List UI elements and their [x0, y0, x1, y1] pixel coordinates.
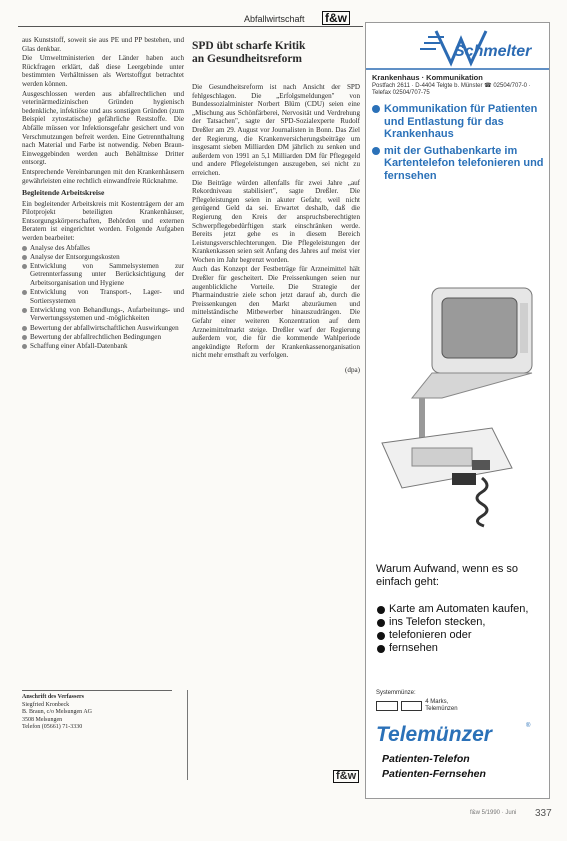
article-title: SPD übt scharfe Kritik an Gesundheitsreform — [192, 40, 306, 65]
bullet-icon — [22, 246, 27, 251]
page-number: 337 — [535, 808, 552, 819]
paragraph: Die Beiträge würden allenfalls für zwei Jahre „auf Rekordniveau stabilisiert", sagte Dreßler. Die Pflegeleistungen seien in akuter Gefahr, weil nicht genügend Geld da sei. Erwartet deshalb, daß die Regierung den Kreis der anspruchsberechtigten Schwerpflegebedürftigen stark einschränken werde. Bereits jetzt gehe es in diesem Bereich Leistungsverschlechterungen. Die Pflegeleistungen der Krankenkassen seien seit Anfang des Jahres auf meist vier Wochen im Jahr begrenzt worden. — [192, 178, 360, 264]
product-line: Patienten-Telefon — [382, 753, 470, 765]
article-source: (dpa) — [345, 366, 360, 374]
list-item: Bewertung der abfallrechtlichen Bedingungen — [22, 333, 184, 342]
divider — [22, 690, 172, 691]
author-address: Anschrift des Verfassers Siegfried Kronbeck B. Braun, c/o Melsungen AG 3508 Melsungen Telefon (05661) 71-3330 — [22, 694, 92, 730]
article-body — [192, 83, 360, 375]
bullet-icon — [377, 606, 385, 614]
ad-question: Warum Aufwand, wenn es so einfach geht: — [376, 563, 519, 588]
benefit-item: Kommunikation für Patienten und Entlastung für das Krankenhaus — [370, 103, 546, 141]
system-coin-info: Systemmünze: 4 Marks, Telemünzen — [376, 690, 458, 712]
coin-icon — [401, 701, 423, 711]
bullet-icon — [22, 326, 27, 331]
advertisement — [365, 22, 550, 799]
product-line: Patienten-Fernsehen — [382, 768, 486, 780]
paragraph: Auch das Konzept der Festbeträge für Arzneimittel hält Dreßler für gescheitert. Die Preissenkungen seien nur augenblickliche Vorteile. Die Strategie der Pharmaindustrie ziele schon jetzt darauf ab, durch die Preissenkungen den Markt abzuräumen und mittelständische Mitbewerber hinauszudrängen. Die Gefahr einer weiteren Konzentration auf dem Arzneimittelmarkt steige. Dreßler warf der Regierung außerdem vor, die für die kommende Wahlperiode angekündigte Reform der Krankenkassenorganisation nicht mehr ernsthaft zu verfolgen. — [192, 265, 360, 360]
paragraph: Ausgeschlossen werden aus abfallrechtlichen und veterinärmedizinischen Gründen hygienisch bedenkliche, infektiöse und aus sonstigen Gründen (zum Beispiel zytostatische) gefährliche Reststoffe. Die Abfälle müssen vor Infektionsgefahr gesichert und von Verschmutzungen befreit werden. Eine Getrennthaltung nach Material und Farbe ist notwendig. Neben Braun-Einweggebinden werden auch Behältnisse Dritter entsorgt. — [22, 89, 184, 167]
bullet-icon — [22, 344, 27, 349]
bullet-icon — [22, 335, 27, 340]
tv-telephone-icon — [372, 278, 544, 528]
bullet-icon — [377, 645, 385, 653]
subheading: Begleitende Arbeitskreise — [22, 188, 105, 198]
paragraph: Die Gesundheitsreform ist nach Ansicht der SPD fehlgeschlagen. Die „Erfolgsmeldungen" von Bundessozialminister Norbert Blüm (CDU) seien eine „Mischung aus Schönfärberei, Nervosität und Verdrehung der Tatsachen", sagte der SPD-Sozialexperte Rudolf Dreßler am 29. August vor Journalisten in Bonn. Das Ziel der Regierung, die Krankenversicherungsbeiträge um insgesamt sieben Milliarden DM jährlich zu senken und außerdem von 1991 an 5,1 Milliarden DM für Pflegegeld und andere Pflegeleistungen auszugeben, sei nicht zu erreichen. — [192, 83, 360, 177]
list-item: Bewertung der abfallwirtschaftlichen Auswirkungen — [22, 324, 184, 333]
header-rule — [18, 26, 363, 27]
benefit-list — [370, 103, 546, 186]
brand-address: Postfach 2611 · D-4404 Telgte b. Münster ☎ 02504/707-0 · Telefax 02504/707-75 — [372, 83, 531, 96]
benefit-item: mit der Guthabenkarte im Kartentelefon telefonieren und fernsehen — [370, 145, 546, 183]
bullet-icon — [22, 255, 27, 260]
section-header: Abfallwirtschaft — [244, 14, 305, 24]
list-item: Analyse der Entsorgungskosten — [22, 253, 184, 262]
bullet-icon — [22, 308, 27, 313]
paragraph: Entsprechende Vereinbarungen mit den Krankenhäusern gewährleisten eine rechtlich einwandfreie Rücknahme. — [22, 167, 184, 185]
step-item: telefonieren oder — [376, 629, 546, 642]
divider — [187, 690, 188, 780]
step-item: fernsehen — [376, 642, 546, 655]
magazine-logo: f&w — [322, 11, 350, 25]
magazine-logo: f&w — [333, 770, 359, 783]
step-list — [376, 603, 546, 655]
list-item: Entwicklung von Behandlungs-, Aufarbeitungs- und Verwertungssystemen und -möglichkeiten — [22, 306, 184, 323]
step-item: ins Telefon stecken, — [376, 616, 546, 629]
list-item: Entwicklung von Sammelsystemen zur Getrennterfassung unter Berücksichtigung der Arbeitsorganisation und Hygiene — [22, 262, 184, 288]
bullet-icon — [22, 264, 27, 269]
step-item: Karte am Automaten kaufen, — [376, 603, 546, 616]
bullet-icon — [377, 632, 385, 640]
bullet-icon — [377, 619, 385, 627]
bullet-icon — [372, 105, 380, 113]
bullet-icon — [22, 290, 27, 295]
paragraph: Ein begleitender Arbeitskreis mit Kostenträgern der am Pilotprojekt beteiligten Krankenhäuser, Entsorgungskörperschaften, Behörden und externen Beratern ist eingerichtet worden. Folgende Aufgaben werden bearbeitet: — [22, 199, 184, 243]
list-item: Schaffung einer Abfall-Datenbank — [22, 342, 184, 351]
brand-subtitle: Krankenhaus · Kommunikation — [372, 73, 483, 82]
list-item: Analyse des Abfalles — [22, 244, 184, 253]
paragraph: aus Kunststoff, soweit sie aus PE und PP bestehen, und Glas denkbar. — [22, 36, 184, 53]
paragraph: Die Umweltministerien der Länder haben auch Rückfragen erklärt, daß diese Leergebinde unter bestimmten Verhältnissen als Wertstoffgut betrachtet werden können. — [22, 54, 184, 88]
brand-name: Schmelter — [454, 43, 532, 60]
registered-mark: ® — [526, 723, 531, 729]
left-column — [22, 36, 184, 351]
product-name: Telemünzer — [376, 723, 492, 746]
issue-label: f&w 5/1990 · Juni — [470, 810, 517, 816]
list-item: Entwicklung von Transport-, Lager- und Sortiersystemen — [22, 288, 184, 305]
coin-icon — [376, 701, 398, 711]
task-list — [22, 244, 184, 351]
bullet-icon — [372, 147, 380, 155]
